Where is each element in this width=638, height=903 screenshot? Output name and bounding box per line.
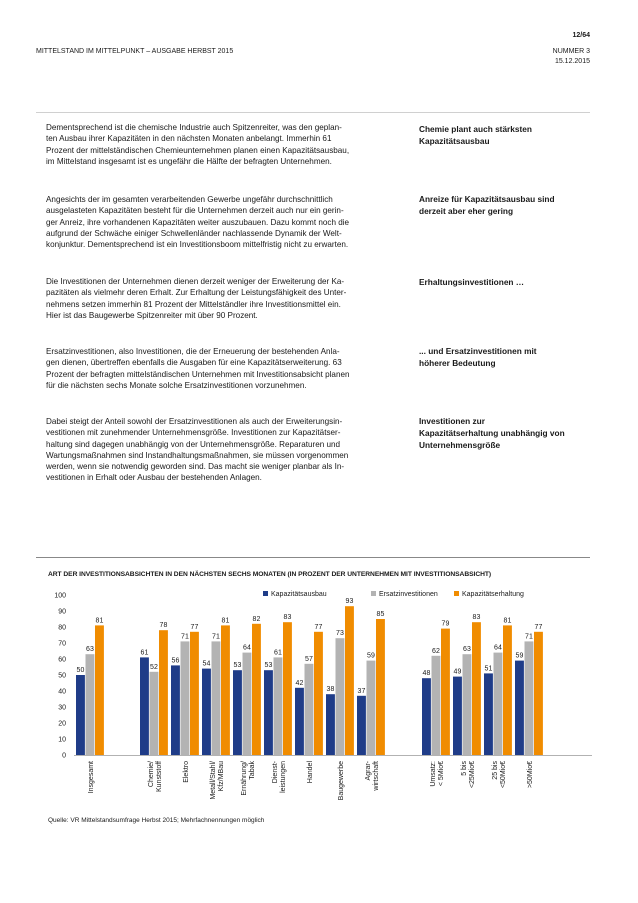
- data-label: 52: [150, 663, 158, 671]
- bar-kapazitaetsausbau: [295, 688, 304, 755]
- category-label: Umsatz:: [429, 761, 437, 787]
- data-label: 71: [525, 633, 533, 641]
- data-label: 77: [534, 623, 543, 631]
- data-label: 38: [326, 686, 335, 694]
- margin-note: ... und Ersatzinvestitionen mit höherer Bedeutung: [419, 346, 537, 368]
- data-label: 61: [140, 649, 149, 657]
- data-label: 83: [283, 614, 292, 622]
- category-label: Baugewerbe: [337, 761, 345, 801]
- bar-kapazitaetsausbau: [233, 670, 242, 755]
- body-paragraph: Dementsprechend ist die chemische Industrie auch Spitzenreiter, was den geplan- ten Ausbau ihrer Kapazitäten in den nächsten Monaten anbelangt. Immerhin 61 Prozent der mittelständischen Chemieunternehmen planen einen Kapazitätsausbau, im Mittelstand insgesamt ist es ungefähr die Hälfte der befragten Unternehmen.: [46, 123, 350, 166]
- bar-kapazitaetserhaltung: [190, 632, 199, 755]
- legend-label: Kapazitätserhaltung: [462, 591, 524, 598]
- y-tick-label: 40: [58, 688, 66, 696]
- data-label: 54: [202, 660, 211, 668]
- data-label: 62: [432, 647, 440, 655]
- y-tick-label: 100: [54, 592, 66, 600]
- y-tick-label: 10: [58, 736, 66, 744]
- data-label: 59: [515, 652, 524, 660]
- category-label: 25 bis: [491, 761, 499, 780]
- y-tick-label: 30: [58, 704, 66, 712]
- margin-note: Chemie plant auch stärksten Kapazitätsausbau: [419, 124, 532, 146]
- bar-kapazitaetsausbau: [76, 675, 85, 755]
- bar-ersatzinvestitionen: [305, 664, 314, 755]
- chart-divider: [36, 557, 590, 558]
- bar-ersatzinvestitionen: [150, 672, 159, 755]
- bar-kapazitaetserhaltung: [221, 625, 230, 755]
- bar-kapazitaetsausbau: [422, 678, 431, 755]
- data-label: 56: [171, 657, 180, 665]
- data-label: 79: [441, 620, 450, 628]
- data-label: 64: [494, 644, 502, 652]
- y-tick-label: 50: [58, 672, 66, 680]
- body-paragraph: Ersatzinvestitionen, also Investitionen, die der Erneuerung der bestehenden Anla- gen dienen, übertreffen ebenfalls die Ausgaben für eine Kapazitätserweiterung. 63 Prozent der befragten mittelständischen Unternehmen mit Investitionsabsicht planen für die nächsten sechs Monate solche Ersatzinvestitionen vorzunehmen.: [46, 347, 350, 390]
- legend-swatch: [371, 591, 376, 596]
- data-label: 63: [463, 646, 471, 654]
- bar-kapazitaetsausbau: [264, 670, 273, 755]
- category-label: Kfz/MBau: [217, 761, 225, 792]
- body-paragraph: Dabei steigt der Anteil sowohl der Ersatzinvestitionen als auch der Erweiterungsin- vestitionen mit zunehmender Unternehmensgröße. Investitionen zur Kapazitätser- haltung sind dagegen unabhängig von der Unternehmensgröße. Reparaturen und Wartungsmaßnahmen sind Instandhaltungsmaßnahmen, sie müssen vorgenommen werden, wenn sie notwendig geworden sind. Das macht sie weniger planbar als In- vestitionen in Erhalt oder Ausbau der bestehenden Anlagen.: [46, 417, 349, 483]
- data-label: 59: [367, 652, 375, 660]
- category-label: <50Mio€: [499, 761, 507, 789]
- chart-title: ART DER INVESTITIONSABSICHTEN IN DEN NÄCHSTEN SECHS MONATEN (IN PROZENT DER UNTERNEHMEN MIT INVESTITIONSABSICHT): [48, 571, 492, 578]
- data-label: 77: [314, 623, 323, 631]
- data-label: 61: [274, 649, 282, 657]
- header-divider: [36, 112, 590, 113]
- category-label: Elektro: [182, 761, 190, 783]
- data-label: 63: [86, 646, 94, 654]
- category-label: Kunststoff: [155, 761, 163, 793]
- bar-kapazitaetsausbau: [453, 677, 462, 755]
- data-label: 71: [181, 633, 189, 641]
- y-tick-label: 90: [58, 608, 66, 616]
- data-label: 81: [95, 617, 104, 625]
- data-label: 53: [264, 662, 273, 670]
- y-tick-label: 60: [58, 656, 66, 664]
- bar-ersatzinvestitionen: [181, 641, 190, 755]
- data-label: 73: [336, 630, 344, 638]
- category-label: Ernährung/: [240, 761, 248, 796]
- data-label: 83: [472, 614, 481, 622]
- bar-ersatzinvestitionen: [367, 661, 376, 755]
- bar-kapazitaetserhaltung: [472, 622, 481, 755]
- bar-ersatzinvestitionen: [212, 641, 221, 755]
- category-label: Insgesamt: [87, 761, 95, 794]
- page-number: 12/64: [572, 32, 590, 39]
- data-label: 82: [252, 615, 261, 623]
- category-label: Chemie/: [147, 761, 155, 788]
- margin-note: Erhaltungsinvestitionen …: [419, 277, 525, 287]
- data-label: 81: [221, 617, 230, 625]
- bar-kapazitaetserhaltung: [376, 619, 385, 755]
- bar-kapazitaetsausbau: [202, 669, 211, 755]
- category-label: wirtschaft: [372, 761, 380, 791]
- bar-ersatzinvestitionen: [432, 656, 441, 755]
- bar-kapazitaetserhaltung: [441, 629, 450, 755]
- data-label: 37: [357, 687, 366, 695]
- bar-kapazitaetserhaltung: [345, 606, 354, 755]
- publication-title: MITTELSTAND IM MITTELPUNKT – AUSGABE HERBST 2015: [36, 48, 234, 55]
- bar-ersatzinvestitionen: [274, 657, 283, 755]
- legend-swatch: [263, 591, 268, 596]
- bar-kapazitaetsausbau: [140, 657, 149, 755]
- bar-kapazitaetsausbau: [515, 661, 524, 755]
- margin-note: Investitionen zur Kapazitätserhaltung unabhängig von Unternehmensgröße: [419, 416, 565, 450]
- category-label: Agrar-: [364, 761, 372, 781]
- bar-kapazitaetserhaltung: [252, 624, 261, 755]
- body-paragraph: Die Investitionen der Unternehmen dienen derzeit weniger der Erweiterung der Ka- pazitäten als vielmehr deren Erhalt. Zur Erhaltung der Leistungsfähigkeit des Unter- nehmens setzen immerhin 81 Prozent der Mittelständler ihre Investitionsmittel ein. Hier ist das Baugewerbe Spitzenreiter mit über 90 Prozent.: [46, 277, 347, 320]
- data-label: 78: [159, 622, 168, 630]
- data-label: 51: [484, 665, 493, 673]
- category-label: >50Mio€: [526, 761, 534, 789]
- legend-swatch: [454, 591, 459, 596]
- category-label: Tabak: [248, 761, 256, 780]
- bar-chart: [0, 584, 638, 812]
- category-label: < 5Mio€: [437, 761, 445, 787]
- data-label: 57: [305, 655, 313, 663]
- y-tick-label: 20: [58, 720, 66, 728]
- bar-kapazitaetsausbau: [171, 665, 180, 755]
- data-label: 48: [422, 670, 431, 678]
- y-tick-label: 0: [62, 752, 66, 760]
- data-label: 77: [190, 623, 199, 631]
- bar-ersatzinvestitionen: [494, 653, 503, 755]
- legend-label: Ersatzinvestitionen: [379, 591, 438, 598]
- issue-number: NUMMER 3: [552, 48, 590, 55]
- category-label: <25Mio€: [468, 761, 476, 789]
- bar-kapazitaetserhaltung: [159, 630, 168, 755]
- y-tick-label: 70: [58, 640, 66, 648]
- data-label: 53: [233, 662, 242, 670]
- data-label: 50: [76, 667, 85, 674]
- bar-kapazitaetserhaltung: [314, 632, 323, 755]
- data-label: 42: [295, 679, 304, 687]
- category-label: Dienst-: [271, 761, 279, 784]
- bar-kapazitaetserhaltung: [534, 632, 543, 755]
- category-label: leistungen: [279, 761, 287, 793]
- bar-ersatzinvestitionen: [336, 638, 345, 755]
- category-label: Metall/Stahl/: [209, 761, 217, 800]
- category-label: Handel: [306, 761, 314, 784]
- bar-kapazitaetsausbau: [326, 694, 335, 755]
- legend-label: Kapazitätsausbau: [271, 591, 327, 598]
- bar-ersatzinvestitionen: [525, 641, 534, 755]
- body-paragraph: Angesichts der im gesamten verarbeitenden Gewerbe ungefähr durchschnittlich ausgelasteten Kapazitäten besteht für die Unternehmen derzeit auch nur ein gerin- ger Anreiz, ihre vorhandenen Kapazitäten weiter auszubauen. Dazu kommt noch die aufgrund der Schwäche einiger Schwellenländer nachlassende Dynamik der Welt- konjunktur. Dementsprechend ist ein Investitionsboom mittelfristig nicht zu erwarten.: [46, 195, 350, 250]
- bar-kapazitaetserhaltung: [95, 625, 104, 755]
- bar-kapazitaetserhaltung: [503, 625, 512, 755]
- bar-kapazitaetsausbau: [357, 696, 366, 755]
- y-tick-label: 80: [58, 624, 66, 632]
- margin-note: Anreize für Kapazitätsausbau sind derzeit aber eher gering: [419, 194, 555, 216]
- data-label: 81: [503, 617, 512, 625]
- category-label: 5 bis: [460, 761, 468, 776]
- source-note: Quelle: VR Mittelstandsumfrage Herbst 2015; Mehrfachnennungen möglich: [48, 817, 265, 824]
- data-label: 71: [212, 633, 220, 641]
- bar-ersatzinvestitionen: [243, 653, 252, 755]
- data-label: 49: [453, 668, 462, 676]
- issue-date: 15.12.2015: [554, 58, 590, 65]
- issue-info: [553, 47, 590, 67]
- bar-kapazitaetserhaltung: [283, 622, 292, 755]
- data-label: 93: [345, 598, 354, 606]
- data-label: 64: [243, 644, 251, 652]
- data-label: 85: [376, 611, 385, 618]
- bar-kapazitaetsausbau: [484, 673, 493, 755]
- bar-ersatzinvestitionen: [86, 654, 95, 755]
- bar-ersatzinvestitionen: [463, 654, 472, 755]
